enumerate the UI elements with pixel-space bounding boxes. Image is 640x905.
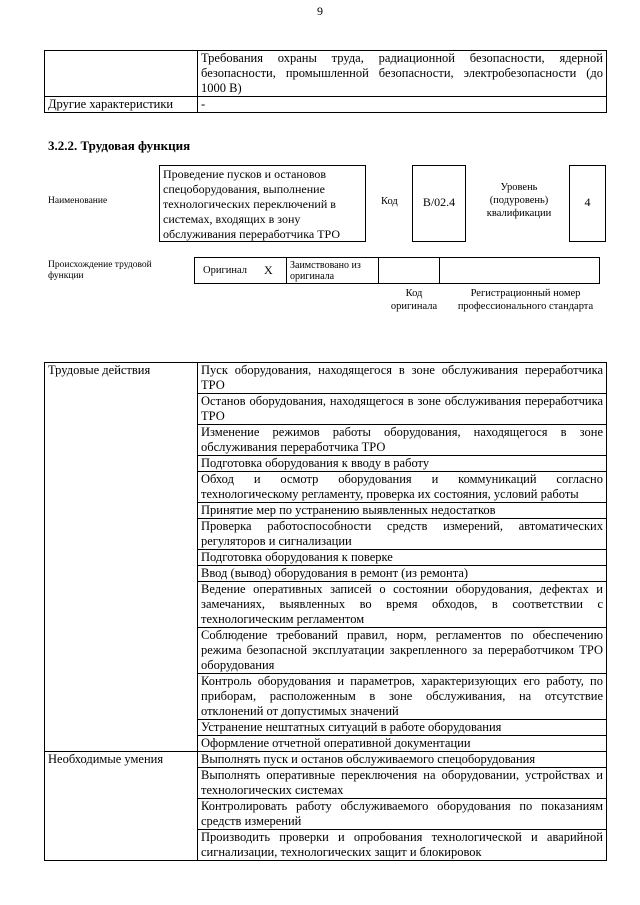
table-row	[45, 363, 607, 394]
table-row	[45, 752, 607, 768]
level-value-box: 4	[569, 165, 606, 242]
table-cell-item: Устранение нештатных ситуаций в работе оборудования	[198, 720, 607, 736]
original-mark: X	[264, 263, 273, 277]
table-cell-item: Подготовка оборудования к поверке	[198, 550, 607, 566]
code-label: Код	[381, 196, 398, 207]
name-label: Наименование	[48, 196, 108, 206]
table-cell-item: Обход и осмотр оборудования и коммуникаций согласно технологическому регламенту, проверка их состояния, условий работы	[198, 472, 607, 503]
table-cell-label	[45, 51, 198, 97]
section-title: 3.2.2. Трудовая функция	[48, 138, 191, 153]
table-cell-item: Контроль оборудования и параметров, характеризующих его работу, по приборам, расположенным в зоне обслуживания, на отсутствие отклонений от допустимых значений	[198, 674, 607, 720]
table-row	[45, 97, 607, 113]
table-cell-item: Производить проверки и опробования технологической и аварийной сигнализации, технологических защит и блокировок	[198, 830, 607, 861]
origin-label: Происхождение трудовой функции	[48, 260, 152, 281]
table-cell-label: Другие характеристики	[45, 97, 198, 113]
original-label: Оригинал	[203, 265, 247, 276]
code-original-cell	[378, 257, 440, 284]
borrowed-cell: Заимствовано из оригинала	[286, 257, 379, 284]
table-cell-item: Выполнять оперативные переключения на оборудовании, устройствах и технологических системах	[198, 768, 607, 799]
table-row	[45, 51, 607, 97]
table-cell-item: Соблюдение требований правил, норм, регламентов по обеспечению режима безопасной эксплуатации закрепленного за переработчиком ТРО оборудования	[198, 628, 607, 674]
function-name-box: Проведение пусков и остановов спецоборудования, выполнение технологических переключений в системах, входящих в зону обслуживания переработчика ТРО	[159, 165, 366, 242]
table-cell-item: Оформление отчетной оперативной документации	[198, 736, 607, 752]
reg-number-label: Регистрационный номер профессионального стандарта	[457, 288, 594, 312]
group-label: Трудовые действия	[45, 363, 198, 752]
table-cell-item: Ввод (вывод) оборудования в ремонт (из ремонта)	[198, 566, 607, 582]
page-number: 9	[317, 4, 323, 18]
table-cell-item: Выполнять пуск и останов обслуживаемого спецоборудования	[198, 752, 607, 768]
level-label: Уровень (подуровень) квалификации	[486, 182, 552, 219]
table-cell-item: Пуск оборудования, находящегося в зоне обслуживания переработчика ТРО	[198, 363, 607, 394]
table-cell-value: Требования охраны труда, радиационной безопасности, ядерной безопасности, промышленной безопасности, электробезопасности (до 1000 В)	[198, 51, 607, 97]
top-table	[44, 50, 607, 113]
table-cell-item: Контролировать работу обслуживаемого оборудования по показаниям средств измерений	[198, 799, 607, 830]
table-cell-item: Изменение режимов работы оборудования, находящегося в зоне обслуживания переработчика ТРО	[198, 425, 607, 456]
main-table	[44, 362, 607, 861]
table-cell-item: Подготовка оборудования к вводу в работу	[198, 456, 607, 472]
table-cell-value: -	[198, 97, 607, 113]
table-cell-item: Принятие мер по устранению выявленных недостатков	[198, 503, 607, 519]
table-cell-item: Ведение оперативных записей о состоянии оборудования, дефектах и замечаниях, выявленных во время обходов, в соответствии с технологическим регламентом	[198, 582, 607, 628]
code-original-label: Код оригинала	[390, 288, 438, 312]
table-cell-item: Проверка работоспособности средств измерений, автоматических регуляторов и сигнализации	[198, 519, 607, 550]
original-cell	[194, 257, 287, 284]
group-label: Необходимые умения	[45, 752, 198, 861]
table-cell-item: Останов оборудования, находящегося в зоне обслуживания переработчика ТРО	[198, 394, 607, 425]
code-value-box: В/02.4	[412, 165, 466, 242]
origin-row	[195, 257, 600, 284]
reg-number-cell	[439, 257, 600, 284]
